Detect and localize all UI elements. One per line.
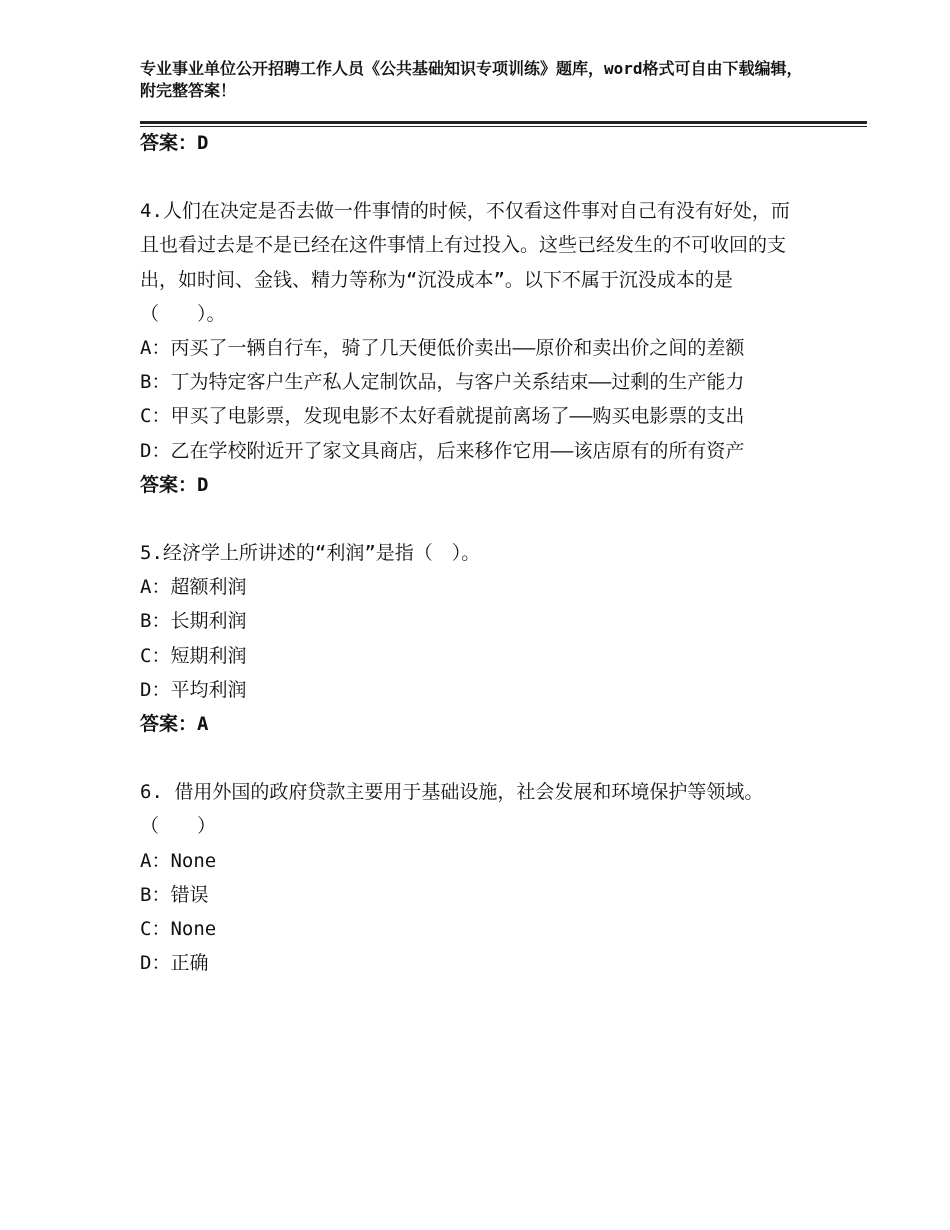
- question-4: [140, 194, 808, 502]
- answer-line: 答案：D: [140, 132, 209, 154]
- question-text: 5.经济学上所讲述的“利润”是指（ ）。: [140, 542, 481, 565]
- option-c: C：短期利润: [140, 644, 247, 667]
- option-c: C：甲买了电影票，发现电影不太好看就提前离场了——购买电影票的支出: [140, 405, 745, 428]
- answer-line: 答案：A: [140, 713, 209, 736]
- question-text: 6. 借用外国的政府贷款主要用于基础设施，社会发展和环境保护等领域。（ ）: [140, 781, 764, 838]
- question-content: [140, 126, 808, 980]
- answer-line: 答案：D: [140, 473, 209, 496]
- option-d: D：平均利润: [140, 678, 247, 701]
- option-a: A：None: [140, 849, 217, 872]
- option-a: A：丙买了一辆自行车，骑了几天便低价卖出——原价和卖出价之间的差额: [140, 337, 745, 360]
- option-b: B：丁为特定客户生产私人定制饮品，与客户关系结束——过剩的生产能力: [140, 371, 745, 394]
- option-b: B：长期利润: [140, 610, 247, 633]
- question-5: [140, 536, 808, 741]
- document-header: 专业事业单位公开招聘工作人员《公共基础知识专项训练》题库，word格式可自由下载编辑，附完整答案！: [140, 59, 803, 100]
- option-d: D：乙在学校附近开了家文具商店，后来移作它用——该店原有的所有资产: [140, 439, 745, 462]
- option-c: C：None: [140, 918, 217, 941]
- option-b: B：错误: [140, 883, 209, 906]
- header-rule-thick: [140, 121, 867, 124]
- question-6: [140, 775, 808, 980]
- option-d: D：正确: [140, 952, 209, 975]
- question-text: 4.人们在决定是否去做一件事情的时候，不仅看这件事对自己有没有好处，而且也看过去是不是已经在这件事情上有过投入。这些已经发生的不可收回的支出，如时间、金钱、精力等称为“沉没成本”。以下不属于沉没成本的是（ ）。: [140, 200, 790, 325]
- option-a: A：超额利润: [140, 576, 247, 599]
